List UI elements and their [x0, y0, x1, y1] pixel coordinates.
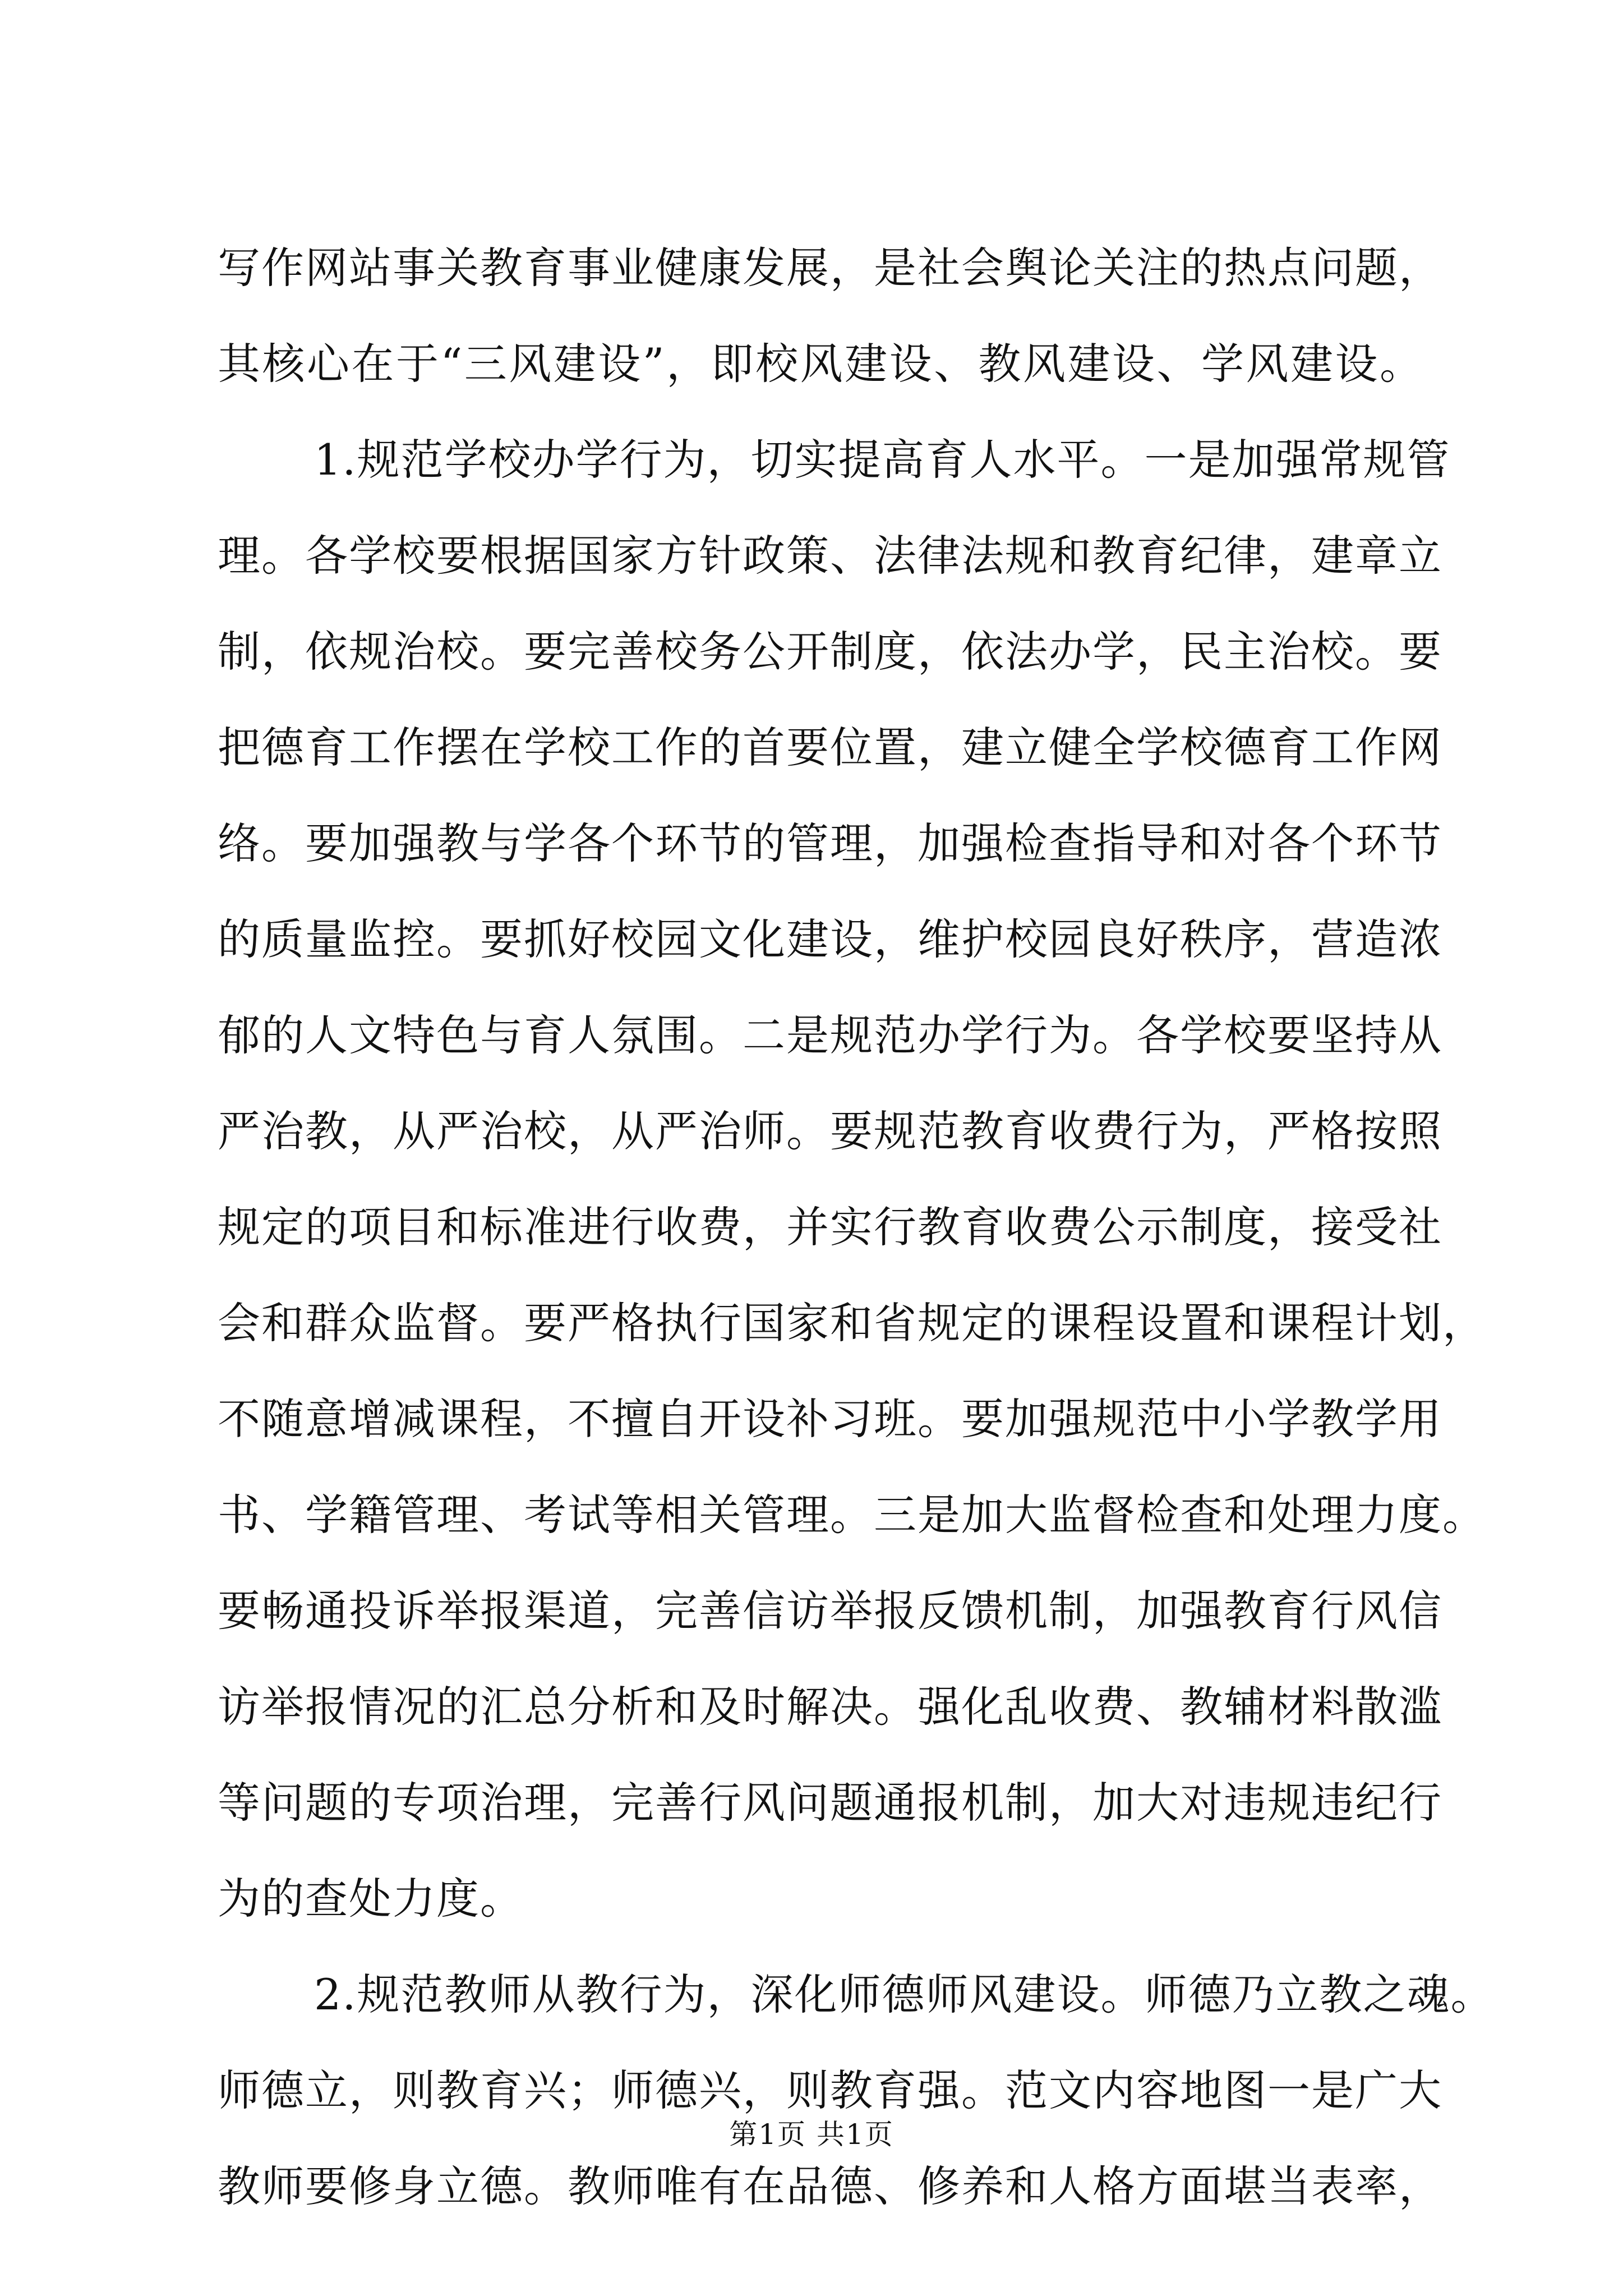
text-line: 师德立，则教育兴；师德兴，则教育强。范文内容地图一是广大	[218, 2065, 1442, 2115]
text-line: 书、学籍管理、考试等相关管理。三是加大监督检查和处理力度。	[218, 1490, 1486, 1540]
text-line: 把德育工作摆在学校工作的首要位置，建立健全学校德育工作网	[218, 723, 1442, 772]
text-line: 等问题的专项治理，完善行风问题通报机制，加大对违规违纪行	[218, 1778, 1442, 1828]
text-line: 的质量监控。要抓好校园文化建设，维护校园良好秩序，营造浓	[218, 914, 1442, 964]
text-line: 规定的项目和标准进行收费，并实行教育收费公示制度，接受社	[218, 1202, 1442, 1252]
page-number-label: 第1页 共1页	[729, 2118, 894, 2151]
text-line: 郁的人文特色与育人氛围。二是规范办学行为。各学校要坚持从	[218, 1010, 1442, 1060]
text-line: 其核心在于“三风建设”，即校风建设、教风建设、学风建设。	[218, 339, 1423, 389]
paragraph-start-line: 2.规范教师从教行为，深化师德师风建设。师德乃立教之魂。	[314, 1970, 1495, 2019]
text-line: 写作网站事关教育事业健康发展，是社会舆论关注的热点问题，	[218, 243, 1442, 293]
text-line: 要畅通投诉举报渠道，完善信访举报反馈机制，加强教育行风信	[218, 1586, 1442, 1636]
text-line: 理。各学校要根据国家方针政策、法律法规和教育纪律，建章立	[218, 531, 1442, 581]
text-line: 不随意增减课程，不擅自开设补习班。要加强规范中小学教学用	[218, 1394, 1442, 1444]
text-line: 严治教，从严治校，从严治师。要规范教育收费行为，严格按照	[218, 1106, 1442, 1156]
page-footer	[0, 2115, 1623, 2154]
paragraph-start-line: 1.规范学校办学行为，切实提高育人水平。一是加强常规管	[314, 435, 1451, 485]
text-line: 络。要加强教与学各个环节的管理，加强检查指导和对各个环节	[218, 818, 1442, 868]
document-body	[218, 220, 1495, 2234]
text-line: 会和群众监督。要严格执行国家和省规定的课程设置和课程计划，	[218, 1298, 1486, 1348]
text-line: 访举报情况的汇总分析和及时解决。强化乱收费、教辅材料散滥	[218, 1682, 1442, 1732]
paragraph-end-line: 为的查处力度。	[218, 1874, 524, 1924]
text-line: 制，依规治校。要完善校务公开制度，依法办学，民主治校。要	[218, 627, 1442, 677]
text-line: 教师要修身立德。教师唯有在品德、修养和人格方面堪当表率，	[218, 2161, 1442, 2211]
